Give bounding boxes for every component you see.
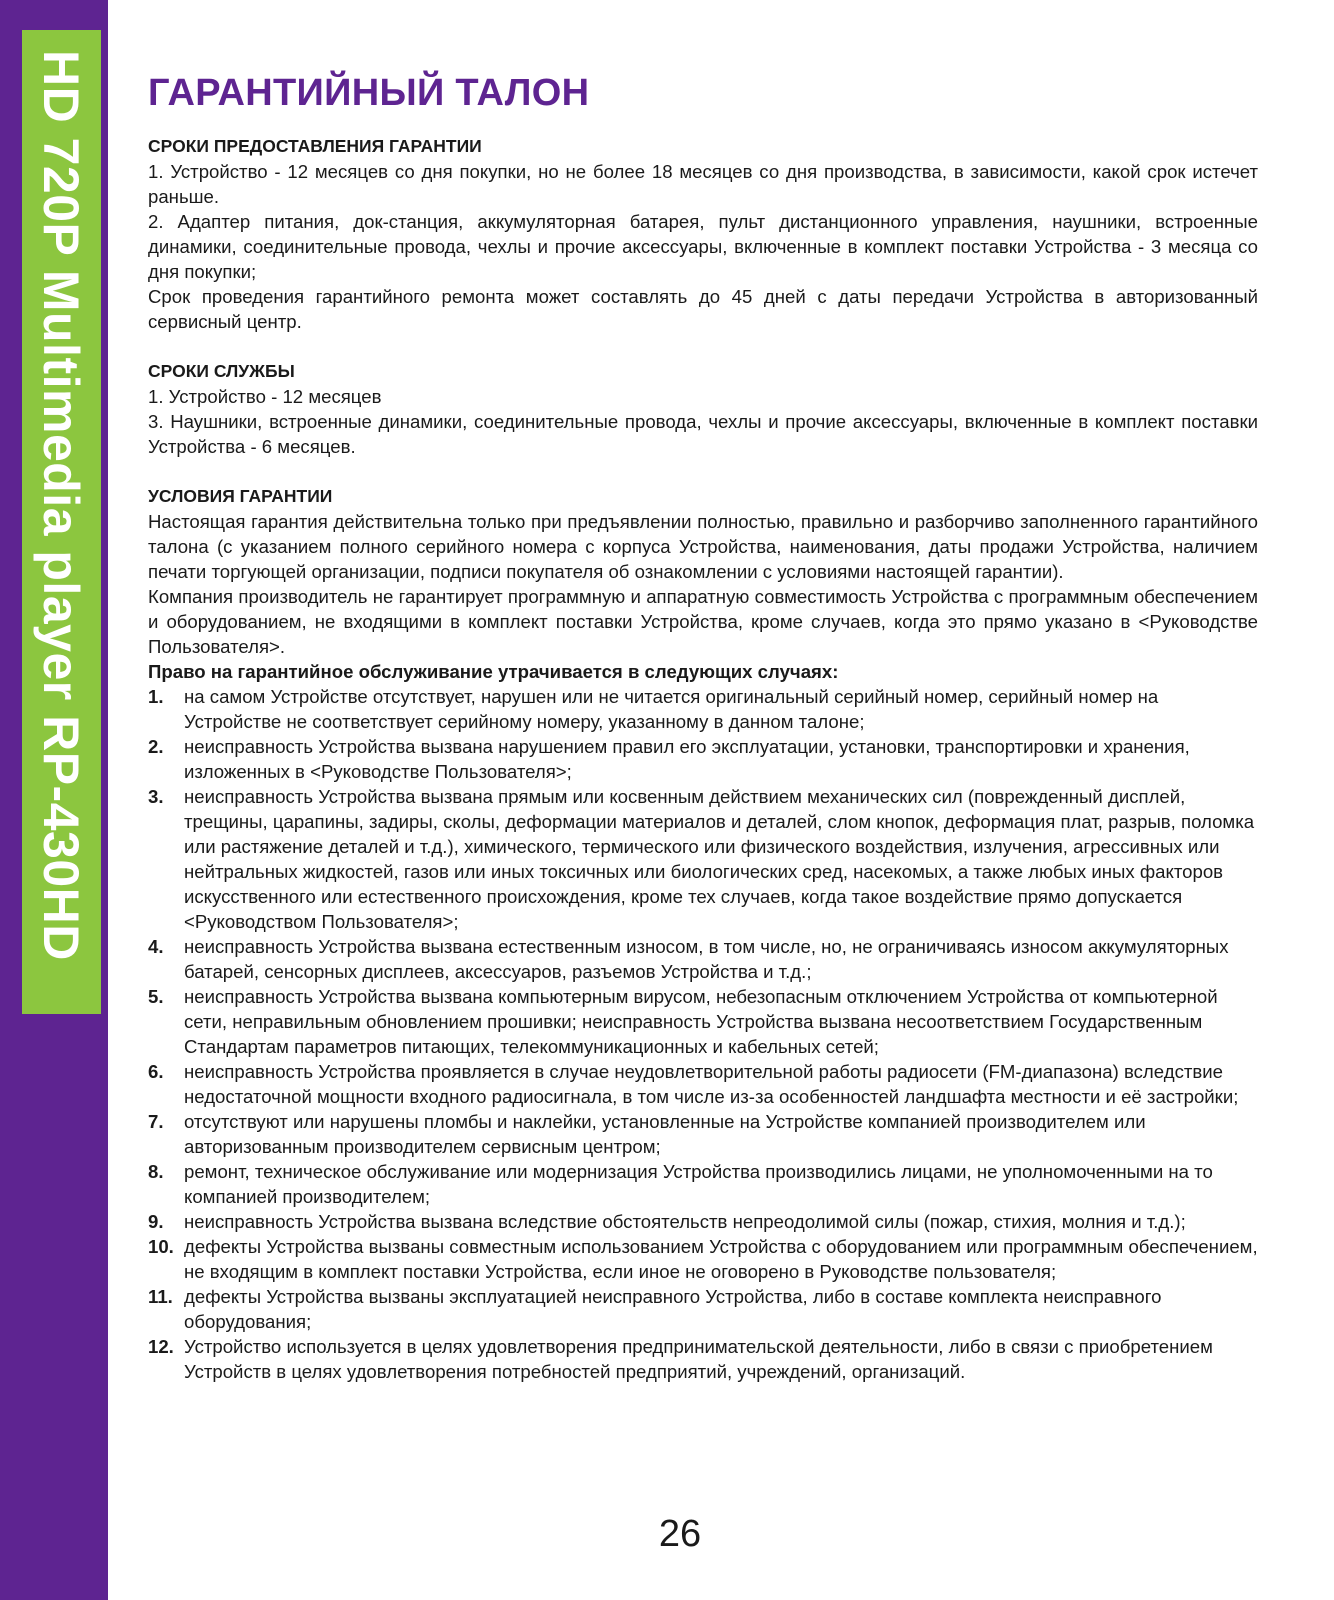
item-number: 2.	[148, 736, 164, 757]
item-number: 10.	[148, 1236, 174, 1257]
sidebar-product-title: HD 720P Multimedia player RP-430HD	[33, 50, 89, 961]
list-item	[148, 934, 1258, 984]
list-item	[148, 1109, 1258, 1159]
section-heading: УСЛОВИЯ ГАРАНТИИ	[148, 486, 333, 506]
paragraph: Настоящая гарантия действительна только при предъявлении полностью, правильно и разборчиво заполненного гарантийного талона (с указанием полного серийного номера с корпуса Устройства, наименования, даты продажи Устройства, наличием печати торгующей организации, подписи покупателя об ознакомлении с условиями настоящей гарантии).	[148, 511, 1258, 582]
list-item	[148, 1284, 1258, 1334]
list-item	[148, 684, 1258, 734]
item-number: 12.	[148, 1336, 174, 1357]
item-number: 7.	[148, 1111, 164, 1132]
list-item	[148, 1209, 1258, 1234]
paragraph: 1. Устройство - 12 месяцев	[148, 386, 382, 407]
item-text: неисправность Устройства вызвана нарушением правил его эксплуатации, установки, транспортировки и хранения, изложенных в <Руководстве Пользователя>;	[184, 736, 1190, 782]
section-heading: СРОКИ СЛУЖБЫ	[148, 361, 295, 381]
paragraph: 2. Адаптер питания, док-станция, аккумуляторная батарея, пульт дистанционного управления, наушники, встроенные динамики, соединительные провода, чехлы и прочие аксессуары, включенные в комплект поставки Устройства - 3 месяца со дня покупки;	[148, 211, 1258, 282]
page-title: ГАРАНТИЙНЫЙ ТАЛОН	[148, 72, 590, 114]
item-text: неисправность Устройства вызвана прямым или косвенным действием механических сил (поврежденный дисплей, трещины, царапины, задиры, сколы, деформации материалов и деталей, слом кнопок, деформация плат, разрыв, поломка или растяжение деталей и т.д.), химического, термического или физического воздействия, излучения, агрессивных или нейтральных жидкостей, газов или иных токсичных или биологических сред, насекомых, а также любых иных факторов искусственного или естественного происхождения, кроме тех случаев, когда такое воздействие прямо допускается <Руководством Пользователя>;	[184, 786, 1255, 932]
item-text: неисправность Устройства вызвана естественным износом, в том числе, но, не ограничиваясь износом аккумуляторных батарей, сенсорных дисплеев, аксессуаров, разъемов Устройства и т.д.;	[184, 936, 1229, 982]
list-item	[148, 984, 1258, 1059]
item-text: Устройство используется в целях удовлетворения предпринимательской деятельности, либо в связи с приобретением Устройств в целях удовлетворения потребностей предприятий, учреждений, организаций.	[184, 1336, 1213, 1382]
item-number: 6.	[148, 1061, 164, 1082]
item-number: 5.	[148, 986, 164, 1007]
list-item	[148, 1159, 1258, 1209]
page-number: 26	[658, 1513, 702, 1555]
item-text: отсутствуют или нарушены пломбы и наклейки, установленные на Устройстве компанией производителем или авторизованным производителем сервисным центром;	[184, 1111, 1146, 1157]
item-text: неисправность Устройства проявляется в случае неудовлетворительной работы радиосети (FM-диапазона) вследствие недостаточной мощности входного радиосигнала, в том числе из-за особенностей ландшафта местности и её застройки;	[184, 1061, 1239, 1107]
list-item	[148, 784, 1258, 934]
item-number: 3.	[148, 786, 164, 807]
paragraph: 3. Наушники, встроенные динамики, соединительные провода, чехлы и прочие аксессуары, включенные в комплект поставки Устройства - 6 месяцев.	[148, 411, 1258, 457]
void-conditions-list	[148, 684, 1258, 1384]
list-item	[148, 1059, 1258, 1109]
paragraph: 1. Устройство - 12 месяцев со дня покупки, но не более 18 месяцев со дня производства, в зависимости, какой срок истечет раньше.	[148, 161, 1258, 207]
item-number: 8.	[148, 1161, 164, 1182]
service-life-section	[148, 359, 1258, 459]
item-text: дефекты Устройства вызваны совместным использованием Устройства с оборудованием или программным обеспечением, не входящим в комплект поставки Устройства, если иное не оговорено в Руководстве пользователя;	[184, 1236, 1258, 1282]
item-text: на самом Устройстве отсутствует, нарушен или не читается оригинальный серийный номер, серийный номер на Устройстве не соответствует серийному номеру, указанному в данном талоне;	[184, 686, 1159, 732]
item-text: неисправность Устройства вызвана вследствие обстоятельств непреодолимой силы (пожар, стихия, молния и т.д.);	[184, 1211, 1186, 1232]
item-number: 4.	[148, 936, 164, 957]
warranty-terms-section	[148, 134, 1258, 334]
paragraph: Срок проведения гарантийного ремонта может составлять до 45 дней с даты передачи Устройства в авторизованный сервисный центр.	[148, 286, 1258, 332]
item-number: 9.	[148, 1211, 164, 1232]
item-text: ремонт, техническое обслуживание или модернизация Устройства производились лицами, не уполномоченными на то компанией производителем;	[184, 1161, 1213, 1207]
item-number: 1.	[148, 686, 164, 707]
item-text: неисправность Устройства вызвана компьютерным вирусом, небезопасным отключением Устройства от компьютерной сети, неправильным обновлением прошивки; неисправность Устройства вызвана несоответствием Государственным Стандартам параметров питающих, телекоммуникационных и кабельных сетей;	[184, 986, 1218, 1057]
list-item	[148, 1334, 1258, 1384]
sidebar	[0, 0, 108, 1600]
list-item	[148, 1234, 1258, 1284]
item-number: 11.	[148, 1286, 173, 1307]
item-text: дефекты Устройства вызваны эксплуатацией неисправного Устройства, либо в составе комплекта неисправного оборудования;	[184, 1286, 1162, 1332]
conditions-section	[148, 484, 1258, 1384]
list-item	[148, 734, 1258, 784]
paragraph: Компания производитель не гарантирует программную и аппаратную совместимость Устройства с программным обеспечением и оборудованием, не входящими в комплект поставки Устройства, кроме случаев, когда это прямо указано в <Руководстве Пользователя>.	[148, 586, 1258, 657]
section-heading: СРОКИ ПРЕДОСТАВЛЕНИЯ ГАРАНТИИ	[148, 136, 482, 156]
void-conditions-heading: Право на гарантийное обслуживание утрачивается в следующих случаях:	[148, 661, 839, 682]
content	[148, 70, 1258, 1384]
